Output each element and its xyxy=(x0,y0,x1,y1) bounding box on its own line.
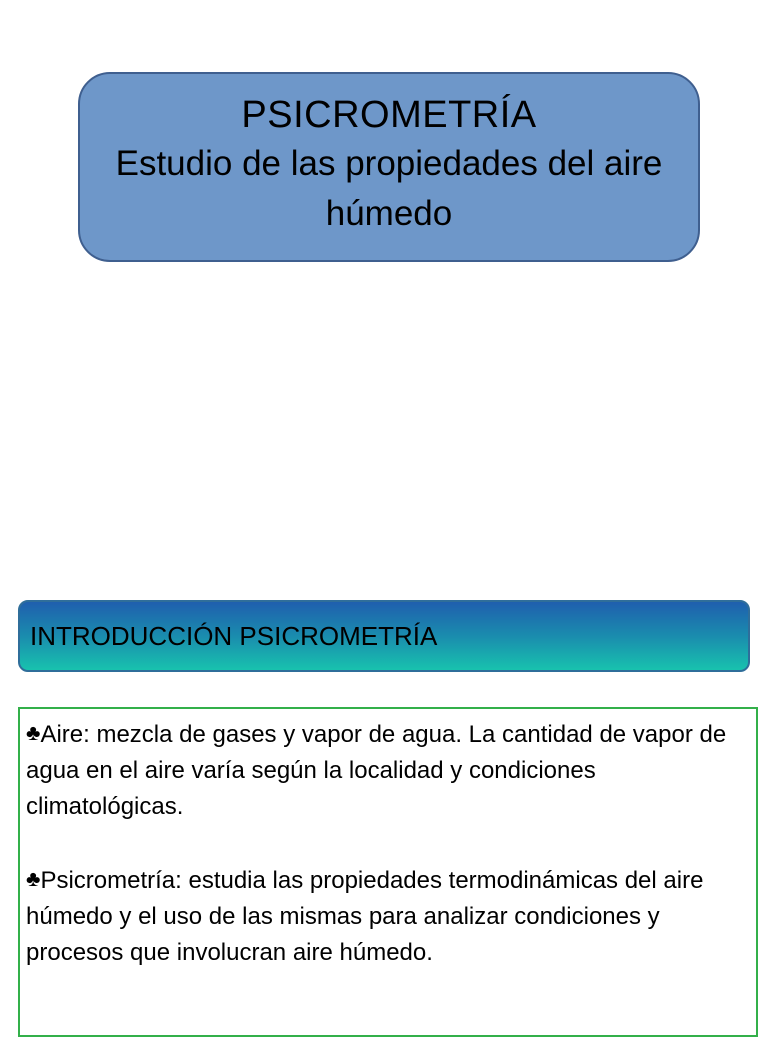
content-box xyxy=(18,707,758,1037)
paragraph-text: Aire: mezcla de gases y vapor de agua. La cantidad de vapor de agua en el aire varía según la localidad y condiciones climatológicas. xyxy=(26,721,727,820)
paragraph-text: Psicrometría: estudia las propiedades termodinámicas del aire húmedo y el uso de las mismas para analizar condiciones y procesos que involucran aire húmedo. xyxy=(26,867,704,966)
club-bullet-icon: ♣ xyxy=(26,720,41,745)
section-title: INTRODUCCIÓN PSICROMETRÍA xyxy=(30,621,438,651)
page-subtitle: Estudio de las propiedades del aire húmedo xyxy=(115,144,663,233)
title-box xyxy=(78,72,700,262)
paragraph-aire xyxy=(26,715,748,825)
page-title: PSICROMETRÍA xyxy=(241,94,537,136)
section-header-bar xyxy=(18,600,750,672)
club-bullet-icon: ♣ xyxy=(26,866,41,891)
paragraph-psicrometria xyxy=(26,861,748,971)
